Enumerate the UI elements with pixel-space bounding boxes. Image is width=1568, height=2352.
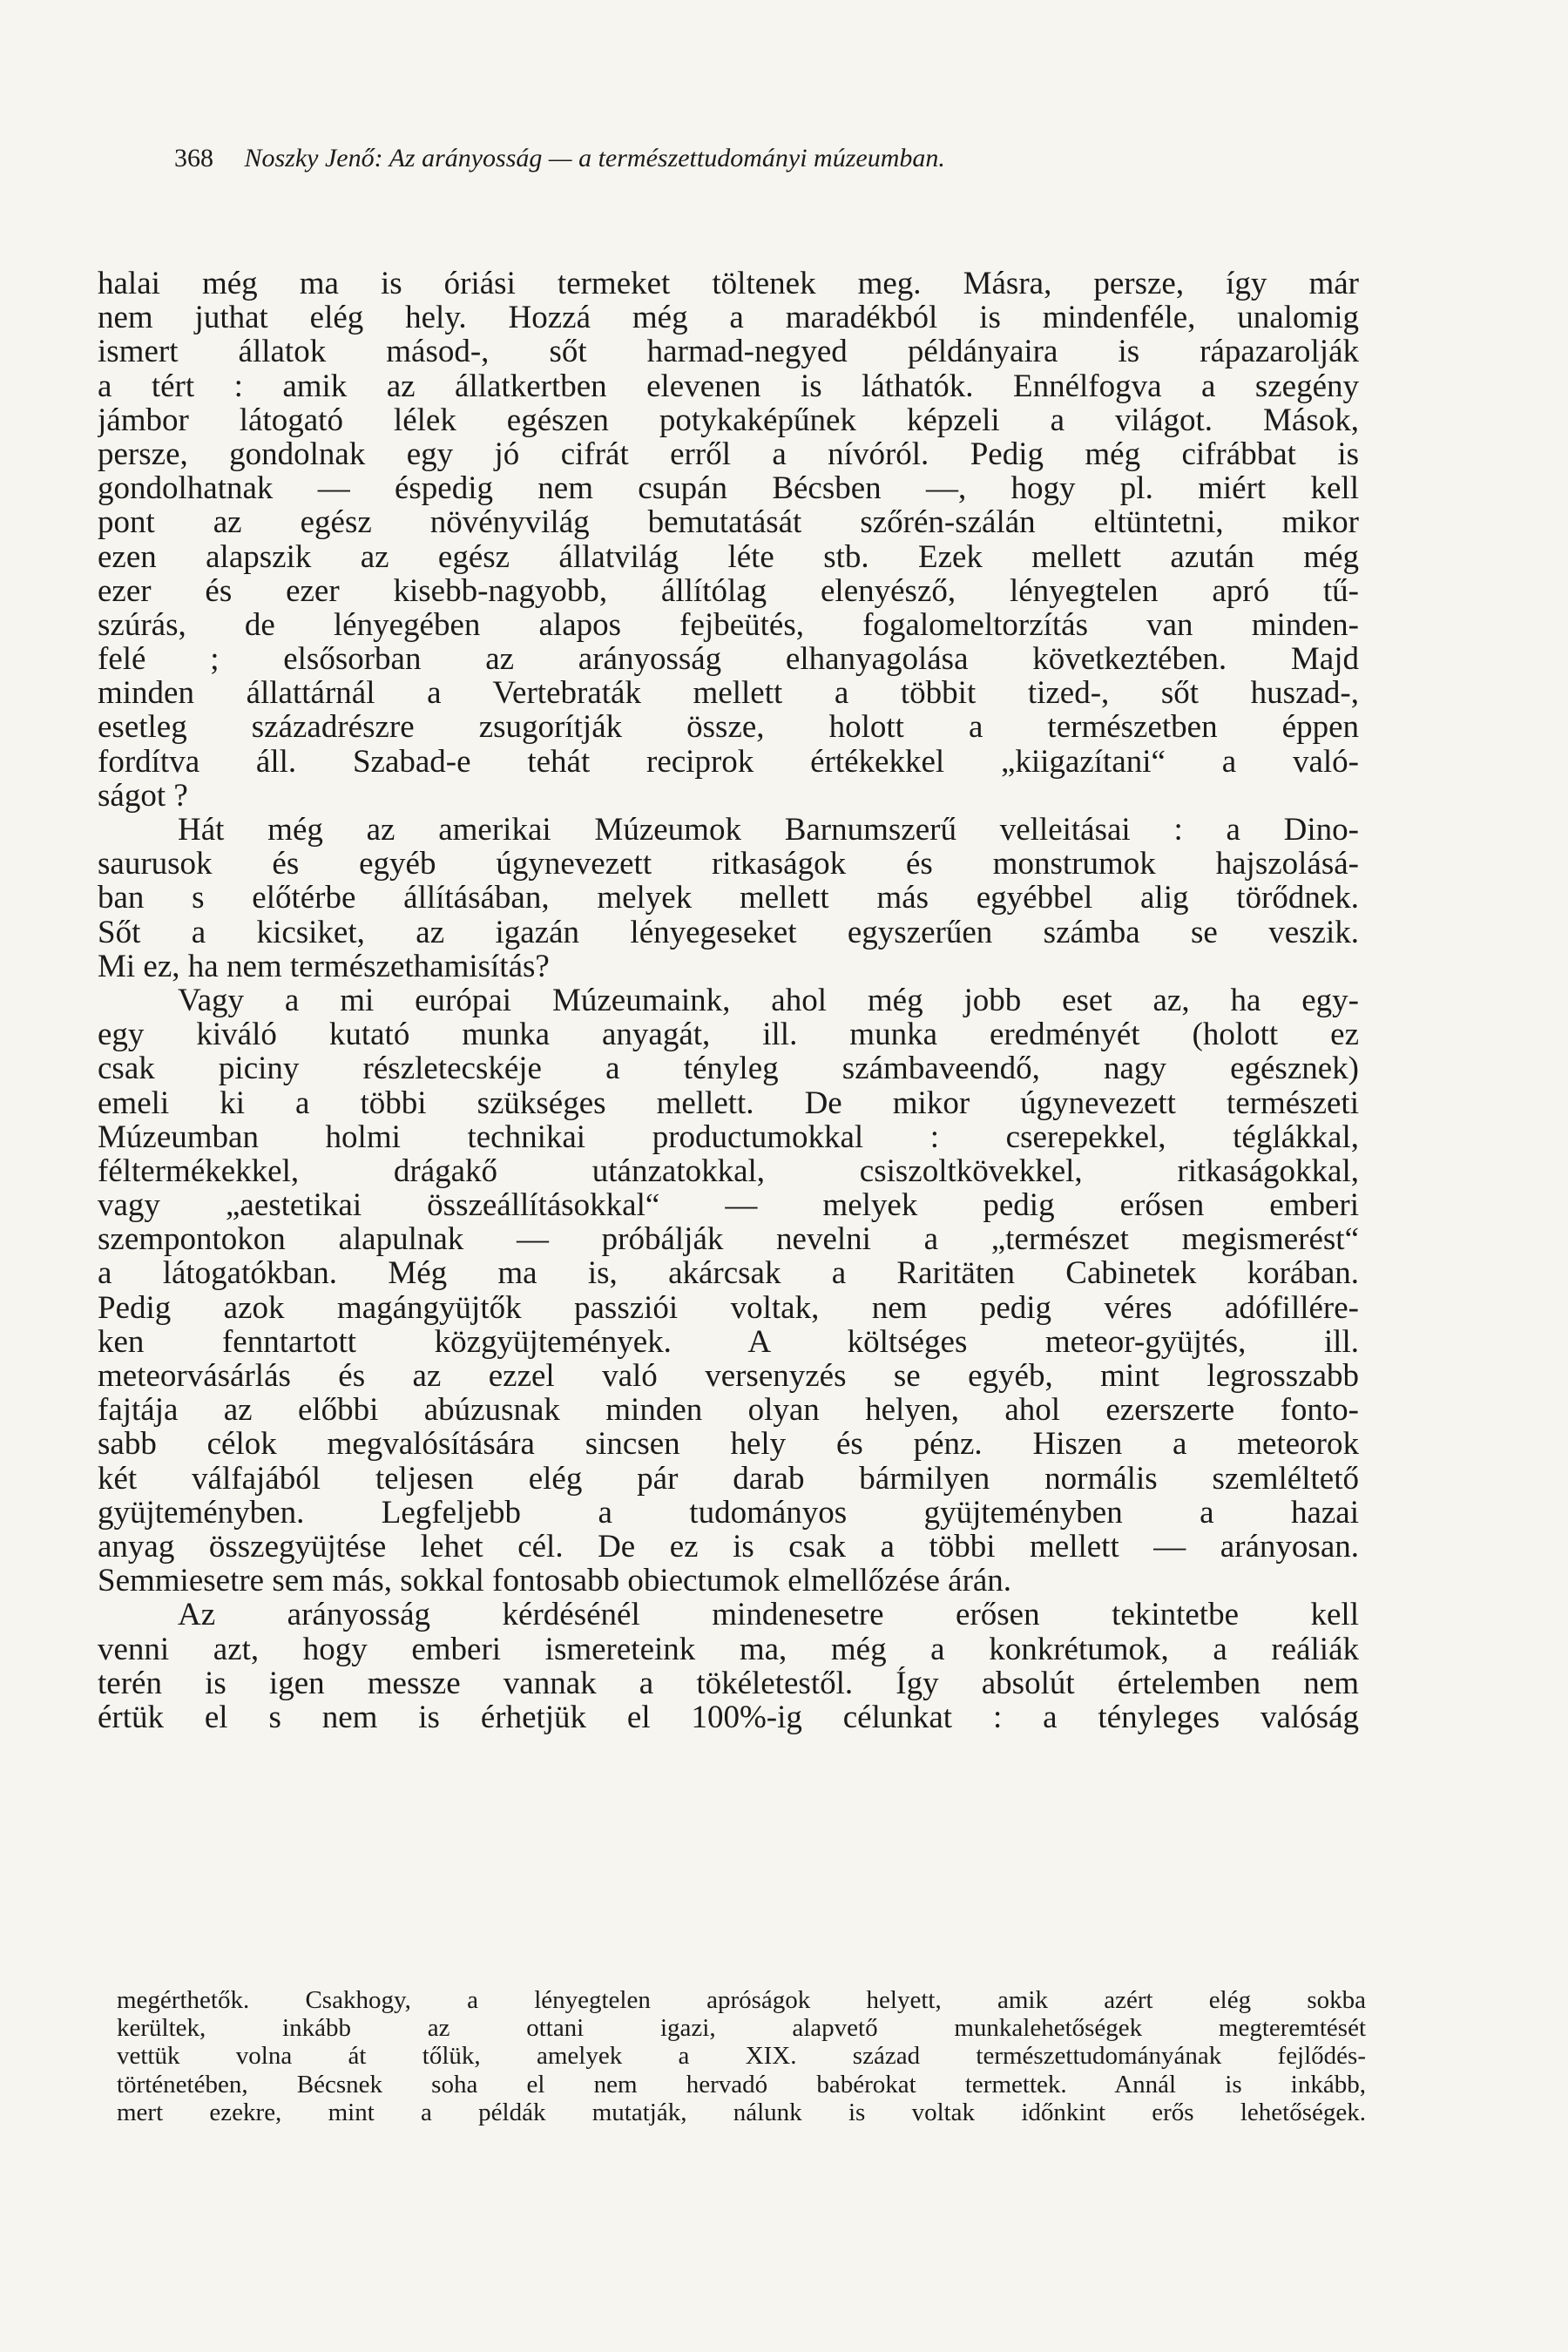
- text-line: Hát még az amerikai Múzeumok Barnumszerű velleitásai : a Dino-: [178, 813, 1359, 848]
- text-line: Az arányosság kérdésénél mindenesetre erősen tekintetbe kell: [178, 1598, 1359, 1632]
- text-line: fordítva áll. Szabad-e tehát reciprok értékekkel „kiigazítani“ a való-: [98, 744, 1359, 779]
- text-line: venni azt, hogy emberi ismereteink ma, még a konkrétumok, a reáliák: [98, 1632, 1359, 1666]
- running-header: [174, 141, 1394, 176]
- text-line: szempontokon alapulnak — próbálják nevelni a „természet megismerést“: [98, 1222, 1359, 1257]
- text-line: egy kiváló kutató munka anyagát, ill. munka eredményét (holott ez: [98, 1017, 1359, 1052]
- paragraph: [98, 983, 1359, 1598]
- text-line: Semmiesetre sem más, sokkal fontosabb obiectumok elmellőzése árán.: [98, 1564, 1012, 1598]
- text-line: a tért : amik az állatkertben elevenen is láthatók. Ennélfogva a szegény: [98, 368, 1359, 403]
- text-line: a látogatókban. Még ma is, akárcsak a Raritäten Cabinetek korában.: [98, 1256, 1359, 1291]
- footnote-line: kerültek, inkább az ottani igazi, alapvető munkalehetőségek megteremtését: [117, 2014, 1366, 2043]
- paragraph: [98, 1598, 1359, 1734]
- text-line: ken fenntartott közgyüjtemények. A költséges meteor-gyüjtés, ill.: [98, 1324, 1359, 1359]
- text-line: gondolhatnak — éspedig nem csupán Bécsben —, hogy pl. miért kell: [98, 471, 1359, 506]
- text-line: esetleg századrészre zsugorítják össze, holott a természetben éppen: [98, 710, 1359, 745]
- text-line: ezer és ezer kisebb-nagyobb, állítólag elenyésző, lényegtelen apró tű-: [98, 573, 1359, 608]
- body-text: [98, 267, 1359, 1734]
- text-line: sabb célok megvalósítására sincsen hely és pénz. Hiszen a meteorok: [98, 1427, 1359, 1462]
- text-line: Sőt a kicsiket, az igazán lényegeseket egyszerűen számba se veszik.: [98, 915, 1359, 950]
- text-line: csak piciny részletecskéje a tényleg számbaveendő, nagy egésznek): [98, 1051, 1359, 1086]
- text-line: értük el s nem is érhetjük el 100%-ig célunkat : a tényleges valóság: [98, 1700, 1359, 1735]
- text-line: persze, gondolnak egy jó cifrát erről a nívóról. Pedig még cifrábbat is: [98, 436, 1359, 472]
- paragraph: [98, 813, 1359, 983]
- footnote-line: vettük volna át tőlük, amelyek a XIX. század természettudományának fejlődés-: [117, 2042, 1366, 2071]
- text-line: féltermékekkel, drágakő utánzatokkal, csiszoltkövekkel, ritkaságokkal,: [98, 1153, 1359, 1189]
- text-line: fajtája az előbbi abúzusnak minden olyan helyen, ahol ezerszerte fonto-: [98, 1393, 1359, 1428]
- text-line: vagy „aestetikai összeállításokkal“ — melyek pedig erősen emberi: [98, 1188, 1359, 1223]
- text-line: szúrás, de lényegében alapos fejbeütés, fogalomeltorzítás van minden-: [98, 607, 1359, 643]
- footnote-block: [117, 1986, 1366, 2126]
- text-line: terén is igen messze vannak a tökéletestől. Így absolút értelemben nem: [98, 1666, 1359, 1700]
- text-line: saurusok és egyéb úgynevezett ritkaságok és monstrumok hajszolásá-: [98, 847, 1359, 882]
- text-line: meteorvásárlás és az ezzel való versenyzés se egyéb, mint legrosszabb: [98, 1359, 1359, 1394]
- footnote-line: megérthetők. Csakhogy, a lényegtelen apróságok helyett, amik azért elég sokba: [117, 1986, 1366, 2014]
- text-line: ban s előtérbe állításában, melyek mellett más egyébbel alig törődnek.: [98, 881, 1359, 916]
- text-line: anyag összegyüjtése lehet cél. De ez is csak a többi mellett — arányosan.: [98, 1529, 1359, 1565]
- text-line: jámbor látogató lélek egészen potykaképűnek képzeli a világot. Mások,: [98, 402, 1359, 437]
- footnote-line: történetében, Bécsnek soha el nem hervadó babérokat termettek. Annál is inkább,: [117, 2070, 1366, 2099]
- text-line: Mi ez, ha nem természethamisítás?: [98, 949, 550, 983]
- text-line: Pedig azok magángyüjtők passziói voltak, nem pedig véres adófillére-: [98, 1290, 1359, 1325]
- text-line: felé ; elsősorban az arányosság elhanyagolása következtében. Majd: [98, 642, 1359, 677]
- paragraph: [98, 267, 1359, 813]
- text-line: ismert állatok másod-, sőt harmad-negyed példányaira is rápazarolják: [98, 335, 1359, 369]
- text-line: minden állattárnál a Vertebraták mellett a többit tized-, sőt huszad-,: [98, 676, 1359, 711]
- running-title: Noszky Jenő: Az arányosság — a természettudományi múzeumban.: [244, 144, 945, 172]
- text-line: gyüjteményben. Legfeljebb a tudományos gyüjteményben a hazai: [98, 1495, 1359, 1530]
- text-line: Múzeumban holmi technikai productumokkal : cserepekkel, téglákkal,: [98, 1119, 1359, 1154]
- text-line: nem juthat elég hely. Hozzá még a maradékból is mindenféle, unalomig: [98, 301, 1359, 335]
- text-line: halai még ma is óriási termeket töltenek meg. Másra, persze, így már: [98, 267, 1359, 301]
- footnote-line: mert ezekre, mint a példák mutatják, nálunk is voltak időnkint erős lehetőségek.: [117, 2098, 1366, 2126]
- text-line: ságot ?: [98, 778, 188, 813]
- text-line: ezen alapszik az egész állatvilág léte stb. Ezek mellett azután még: [98, 539, 1359, 574]
- text-line: Vagy a mi európai Múzeumaink, ahol még jobb eset az, ha egy-: [178, 983, 1359, 1018]
- text-line: két válfajából teljesen elég pár darab bármilyen normális szemléltető: [98, 1461, 1359, 1496]
- text-line: pont az egész növényvilág bemutatását szőrén-szálán eltüntetni, mikor: [98, 505, 1359, 540]
- page-number: 368: [174, 144, 213, 172]
- text-line: emeli ki a többi szükséges mellett. De mikor úgynevezett természeti: [98, 1085, 1359, 1120]
